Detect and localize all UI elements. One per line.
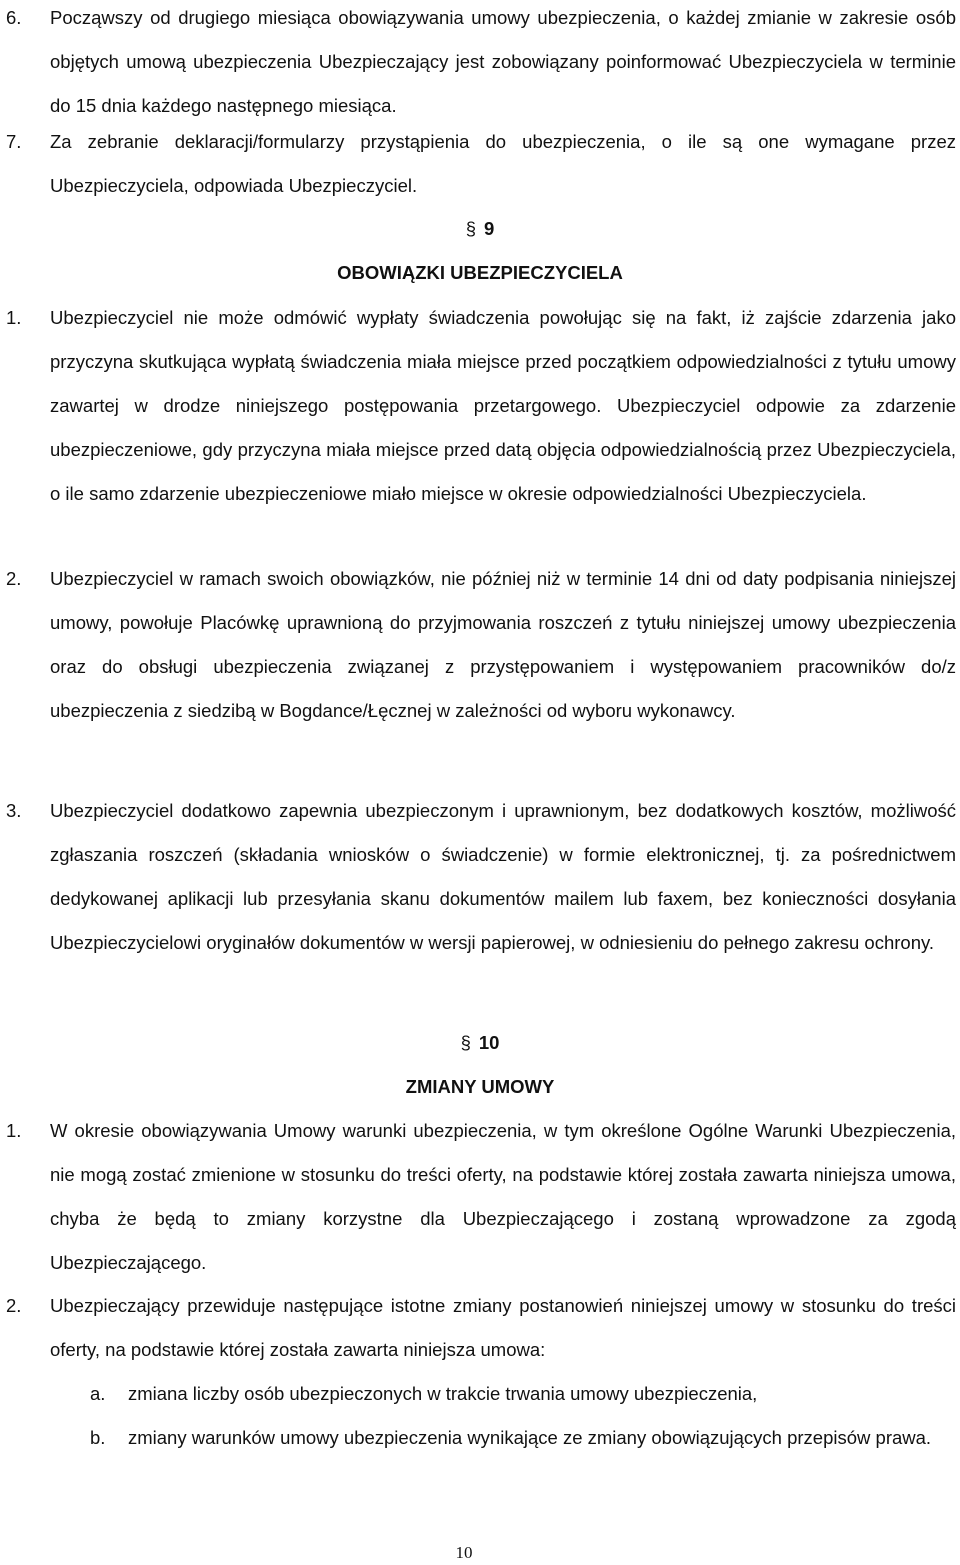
list-text: zmiany warunków umowy ubezpieczenia wynikające ze zmiany obowiązujących przepisów prawa.	[128, 1427, 932, 1448]
paragraph-text: Ubezpieczyciel w ramach swoich obowiązków, nie później niż w terminie 14 dni od daty podpisania niniejszej umowy, powołuje Placówkę uprawnioną do przyjmowania roszczeń z tytułu niniejszej umowy ubezpieczenia oraz do obsługi ubezpieczenia związanej z przystępowaniem i występowaniem pracowników do/z ubezpieczenia z siedzibą w Bogdance/Łęcznej w zależności od wyboru wykonawcy.	[50, 568, 956, 721]
section-10-heading: ZMIANY UMOWY	[405, 1076, 555, 1097]
section-10-paragraph-1	[0, 1109, 956, 1285]
section-10-number	[0, 1028, 960, 1058]
section-9-number	[0, 214, 960, 244]
page-number: 10	[455, 1543, 473, 1562]
list-marker: a.	[90, 1383, 106, 1404]
paragraph-text: Ubezpieczyciel nie może odmówić wypłaty świadczenia powołując się na fakt, iż zajście zdarzenia jako przyczyna skutkująca wypłatą świadczenia miała miejsce przed początkiem odpowiedzialności z tytułu umowy zawartej w drodze niniejszego postępowania przetargowego. Ubezpieczyciel odpowie za zdarzenie ubezpieczeniowe, gdy przyczyna miała miejsce przed datą objęcia odpowiedzialnością przez Ubezpieczyciela, o ile samo zdarzenie ubezpieczeniowe miało miejsce w okresie odpowiedzialności Ubezpieczyciela.	[50, 307, 956, 504]
list-marker: b.	[90, 1427, 106, 1448]
paragraph-number: 2.	[6, 568, 22, 589]
section-symbol: §	[465, 218, 476, 239]
paragraph-text: Ubezpieczyciel dodatkowo zapewnia ubezpieczonym i uprawnionym, bez dodatkowych kosztów, możliwość zgłaszania roszczeń (składania wniosków o świadczenie) w formie elektronicznej, tj. za pośrednictwem dedykowanej aplikacji lub przesyłania skanu dokumentów mailem lub faxem, bez konieczności dosyłania Ubezpieczycielowi oryginałów dokumentów w wersji papierowej, w odniesieniu do pełnego zakresu ochrony.	[50, 800, 956, 953]
paragraph-6	[0, 0, 956, 128]
paragraph-number: 3.	[6, 800, 22, 821]
paragraph-text: Ubezpieczający przewiduje następujące istotne zmiany postanowień niniejszej umowy w stosunku do treści oferty, na podstawie której została zawarta niniejsza umowa:	[50, 1295, 956, 1360]
section-number: 9	[484, 218, 495, 239]
section-9-heading: OBOWIĄZKI UBEZPIECZYCIELA	[337, 262, 623, 283]
section-9-paragraph-1	[0, 296, 956, 516]
paragraph-text: Za zebranie deklaracji/formularzy przystąpienia do ubezpieczenia, o ile są one wymagane przez Ubezpieczyciela, odpowiada Ubezpieczyciel.	[50, 131, 956, 196]
paragraph-number: 1.	[6, 1120, 22, 1141]
section-number: 10	[478, 1032, 500, 1053]
paragraph-number: 7.	[6, 131, 22, 152]
section-9-paragraph-2	[0, 557, 956, 733]
paragraph-number: 2.	[6, 1295, 22, 1316]
section-10-paragraph-2	[0, 1284, 956, 1372]
section-9-paragraph-3	[0, 789, 956, 965]
list-item-b	[90, 1416, 956, 1460]
section-symbol: §	[460, 1032, 471, 1053]
paragraph-text: W okresie obowiązywania Umowy warunki ubezpieczenia, w tym określone Ogólne Warunki Ubezpieczenia, nie mogą zostać zmienione w stosunku do treści oferty, na podstawie której została zawarta niniejsza umowa, chyba że będą to zmiany korzystne dla Ubezpieczającego i zostaną wprowadzone za zgodą Ubezpieczającego.	[50, 1120, 956, 1273]
list-text: zmiana liczby osób ubezpieczonych w trakcie trwania umowy ubezpieczenia,	[128, 1383, 758, 1404]
list-item-a	[90, 1372, 956, 1416]
paragraph-number: 1.	[6, 307, 22, 328]
paragraph-text: Począwszy od drugiego miesiąca obowiązywania umowy ubezpieczenia, o każdej zmianie w zakresie osób objętych umową ubezpieczenia Ubezpieczający jest zobowiązany poinformować Ubezpieczyciela w terminie do 15 dnia każdego następnego miesiąca.	[50, 7, 956, 116]
paragraph-number: 6.	[6, 7, 22, 28]
paragraph-7	[0, 120, 956, 208]
